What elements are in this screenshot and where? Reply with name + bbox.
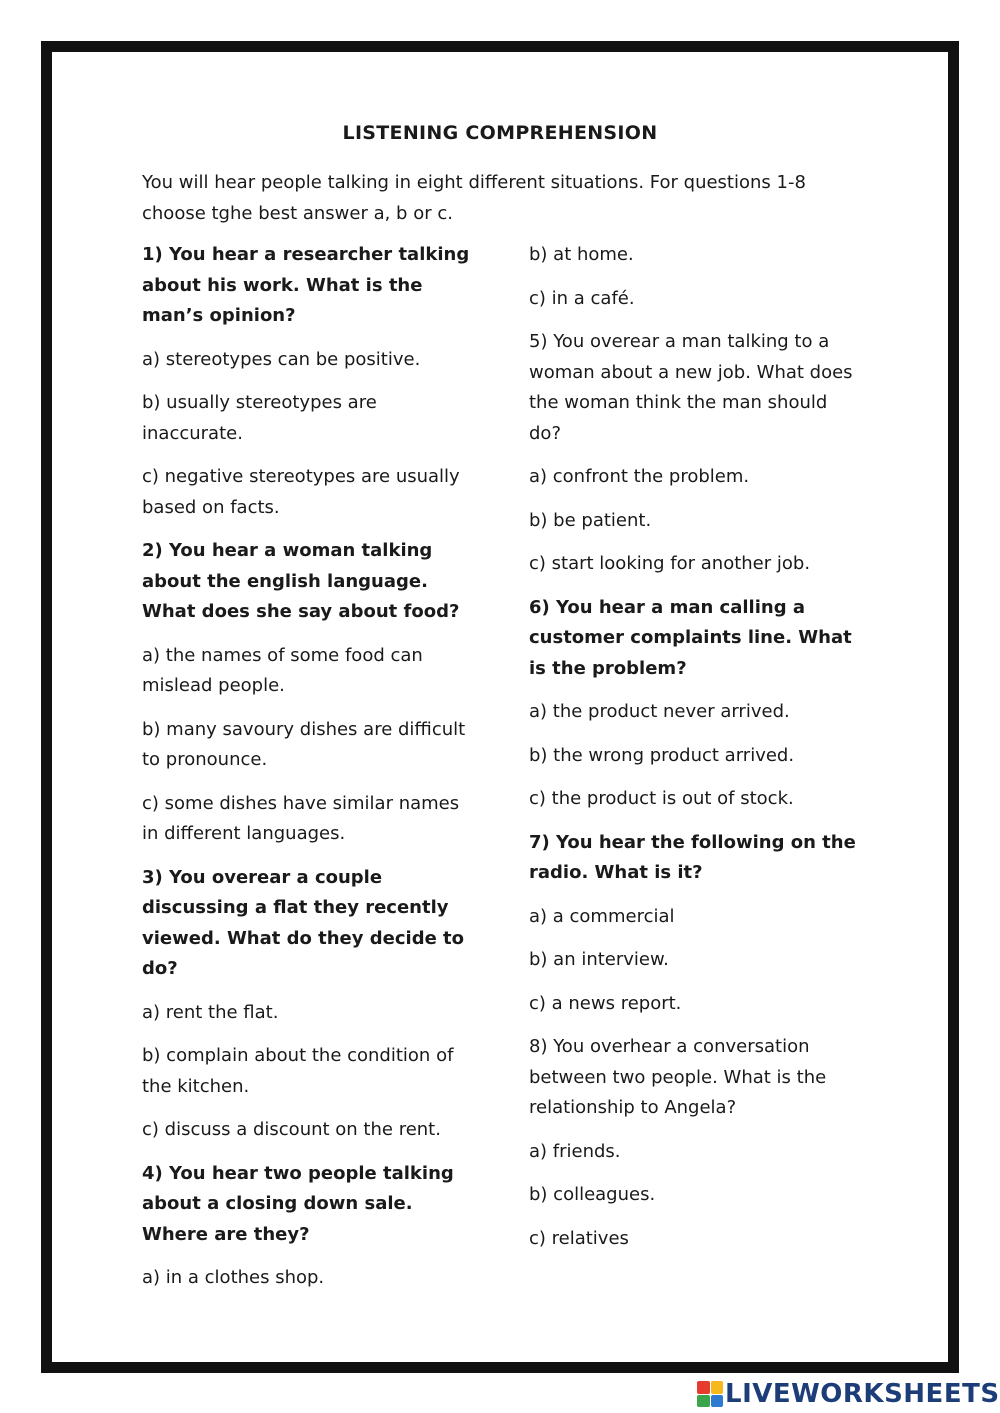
answer-option[interactable]: b) complain about the condition of the kitchen. (142, 1045, 454, 1097)
answer-option[interactable]: c) start looking for another job. (529, 553, 811, 574)
answer-option[interactable]: a) in a clothes shop. (142, 1267, 325, 1288)
answer-option[interactable]: c) the product is out of stock. (529, 788, 794, 809)
answer-option[interactable]: a) confront the problem. (529, 466, 750, 487)
watermark-text: LIVEWORKSHEETS (725, 1379, 1000, 1409)
answer-option[interactable]: a) friends. (529, 1140, 621, 1162)
answer-option[interactable]: a) stereotypes can be positive. (142, 348, 421, 370)
answer-option[interactable]: a) the product never arrived. (529, 701, 790, 722)
watermark (697, 1378, 1000, 1410)
question: 1) You hear a researcher talking about his work. What is the man’s opinion? (142, 244, 470, 326)
question: 6) You hear a man calling a customer complaints line. What is the problem? (529, 596, 852, 679)
answer-option[interactable]: c) discuss a discount on the rent. (142, 1119, 441, 1140)
question: 8) You overhear a conversation between two people. What is the relationship to Angela? (529, 1036, 827, 1118)
question: 7) You hear the following on the radio. What is it? (529, 831, 856, 883)
liveworksheets-logo-icon (697, 1381, 723, 1407)
answer-option[interactable]: b) the wrong product arrived. (529, 744, 795, 766)
question: 2) You hear a woman talking about the english language. What does she say about food? (142, 540, 460, 622)
answer-option[interactable]: b) usually stereotypes are inaccurate. (142, 392, 377, 444)
answer-option[interactable]: c) a news report. (529, 992, 682, 1014)
answer-option[interactable]: a) rent the flat. (142, 1001, 279, 1023)
answer-option[interactable]: c) relatives (529, 1227, 629, 1249)
page-title: LISTENING COMPREHENSION (342, 122, 658, 144)
answer-option[interactable]: c) in a café. (529, 287, 635, 309)
answer-option[interactable]: c) negative stereotypes are usually based on facts. (142, 466, 460, 518)
answer-option[interactable]: c) some dishes have similar names in different languages. (142, 792, 460, 844)
instructions: You will hear people talking in eight different situations. For questions 1-8 choose tghe best answer a, b or c. (142, 172, 806, 224)
question: 4) You hear two people talking about a closing down sale. Where are they? (142, 1162, 454, 1245)
question: 5) You overear a man talking to a woman about a new job. What does the woman think the man should do? (529, 331, 853, 444)
question: 3) You overear a couple discussing a flat they recently viewed. What do they decide to do? (142, 866, 465, 979)
right-column (529, 240, 864, 1267)
answer-option[interactable]: b) many savoury dishes are difficult to pronounce. (142, 718, 466, 770)
answer-option[interactable]: a) a commercial (529, 905, 675, 927)
left-column (142, 240, 472, 1307)
answer-option[interactable]: b) an interview. (529, 949, 669, 970)
answer-option[interactable]: a) the names of some food can mislead people. (142, 644, 423, 696)
answer-option[interactable]: b) be patient. (529, 509, 652, 531)
answer-option[interactable]: b) colleagues. (529, 1184, 656, 1205)
answer-option[interactable]: b) at home. (529, 244, 634, 265)
